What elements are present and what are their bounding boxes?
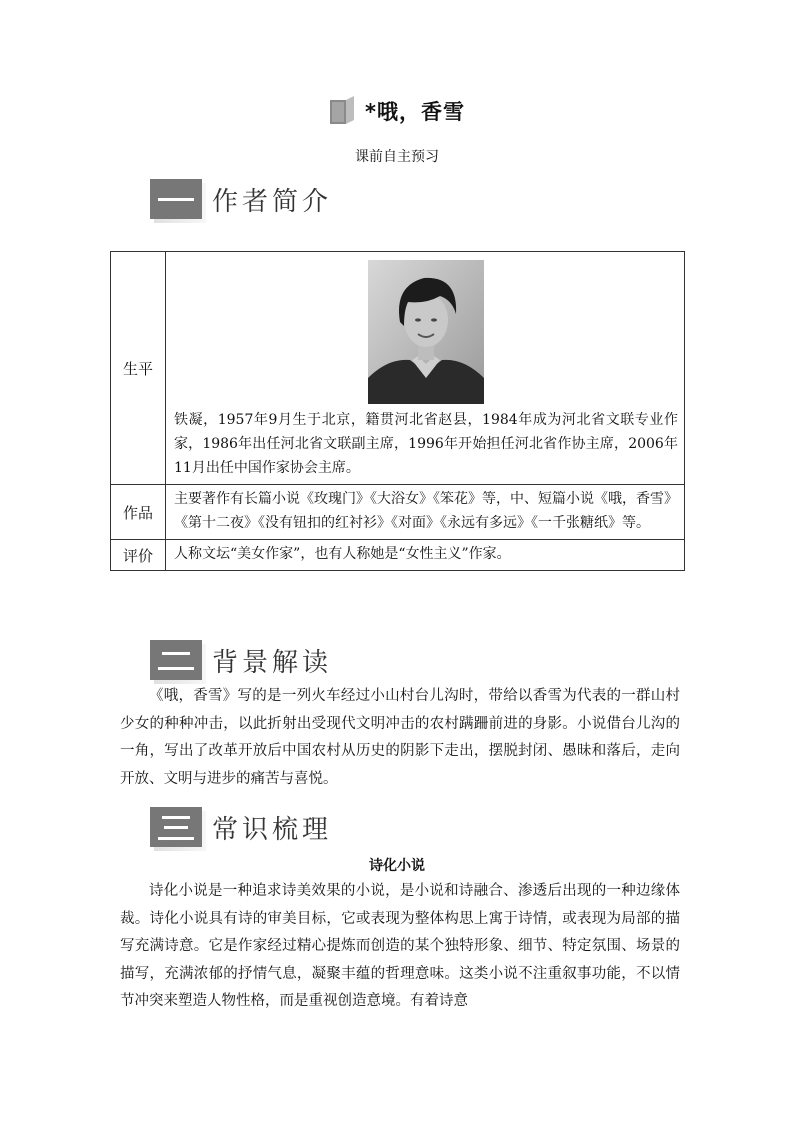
section-header-background <box>150 639 332 681</box>
page-subtitle: 课前自主预习 <box>355 149 439 165</box>
portrait-image <box>368 260 484 404</box>
section-header-author <box>150 178 332 220</box>
section-number-block <box>150 640 202 680</box>
book-icon <box>329 96 355 126</box>
section-number-block <box>150 807 202 847</box>
evaluation-text: 人称文坛“美女作家”，也有人称她是“女性主义”作家。 <box>166 540 685 571</box>
biography-text: 铁凝，1957年9月生于北京，籍贯河北省赵县，1984年成为河北省文联专业作家，1986年出任河北省文联副主席，1996年开始担任河北省作协主席，2006年11月出任中国作家协会主席。 <box>174 412 678 476</box>
table-row <box>111 540 685 571</box>
works-text: 主要著作有长篇小说《玫瑰门》《大浴女》《笨花》等，中、短篇小说《哦，香雪》《第十二夜》《没有钮扣的红衬衫》《对面》《永远有多远》《一千张糖纸》等。 <box>166 485 685 540</box>
row-label: 评价 <box>111 540 166 571</box>
author-info-table <box>110 251 685 571</box>
section-header-knowledge <box>150 806 332 848</box>
page-title: *哦，香雪 <box>365 100 465 124</box>
author-photo <box>174 254 678 408</box>
knowledge-title: 诗化小说 <box>369 858 425 874</box>
numeral-two-icon <box>150 640 202 680</box>
section-label: 背景解读 <box>212 647 333 678</box>
background-paragraph: 《哦，香雪》写的是一列火车经过小山村台儿沟时，带给以香雪为代表的一群山村少女的种种冲击，以此折射出受现代文明冲击的农村蹒跚前进的身影。小说借台儿沟的一角，写出了改革开放后中国农村从历史的阴影下走出，摆脱封闭、愚昧和落后，走向开放、文明与进步的痛苦与喜悦。 <box>120 688 680 787</box>
section-label: 作者简介 <box>212 186 333 217</box>
row-label: 作品 <box>111 485 166 540</box>
table-row <box>111 485 685 540</box>
section-number-block <box>150 179 202 219</box>
page-header <box>0 96 794 126</box>
row-label: 生平 <box>111 252 166 485</box>
table-row <box>111 252 685 485</box>
knowledge-paragraph: 诗化小说是一种追求诗美效果的小说，是小说和诗融合、渗透后出现的一种边缘体裁。诗化小说具有诗的审美目标，它或表现为整体构思上寓于诗情，或表现为局部的描写充满诗意。它是作家经过精心提炼而创造的某个独特形象、细节、特定氛围、场景的描写，充满浓郁的抒情气息，凝聚丰蕴的哲理意味。这类小说不注重叙事功能，不以情节冲突来塑造人物性格，而是重视创造意境。有着诗意 <box>120 883 680 1009</box>
row-content <box>166 252 685 485</box>
numeral-one-icon <box>150 179 202 219</box>
section-label: 常识梳理 <box>212 814 333 845</box>
numeral-three-icon <box>150 807 202 847</box>
